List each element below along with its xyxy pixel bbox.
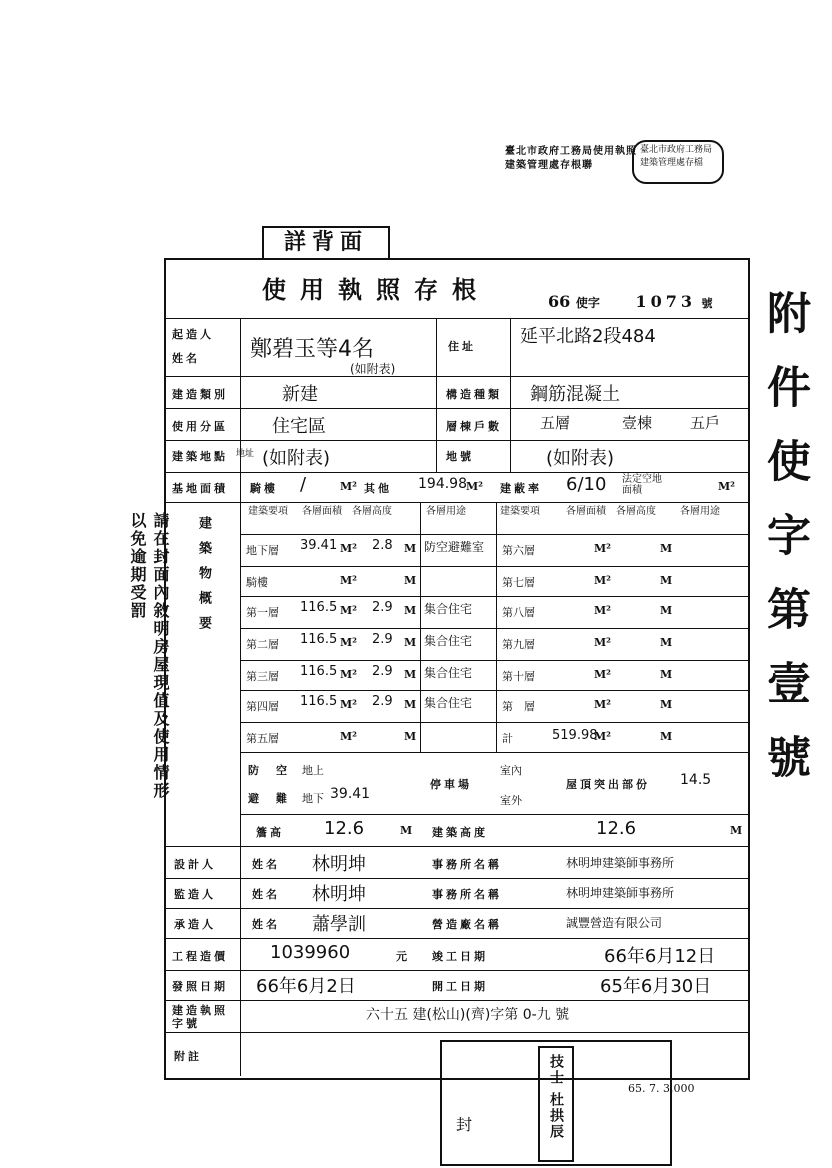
floor-area: 116.5	[300, 694, 338, 709]
supervisor-label: 監造人	[174, 888, 216, 901]
unit-m2: M²	[340, 636, 357, 649]
floor-area: 116.5	[300, 664, 338, 679]
owner-label: 起造人	[172, 328, 214, 341]
unit-m: M	[660, 636, 673, 649]
lot-value: (如附表)	[546, 448, 615, 469]
owner-note: (如附表)	[350, 362, 396, 376]
designer-name-label: 姓名	[252, 858, 280, 871]
unit-m: M	[660, 604, 673, 617]
floor-height: 2.8	[372, 538, 393, 553]
issue-date: 66年6月2日	[256, 976, 356, 997]
supervisor-office: 林明坤建築師事務所	[566, 886, 675, 900]
coverage-label: 建蔽率	[500, 482, 542, 495]
designer-office-label: 事務所名稱	[432, 858, 502, 871]
floor-name-right: 第六層	[502, 544, 535, 557]
stamp-name: 杜拱辰	[548, 1092, 564, 1140]
building-header-left: 各層高度	[352, 506, 392, 517]
contractor-name: 蕭學訓	[312, 914, 366, 935]
stamp-seal: 封	[456, 1115, 473, 1134]
open-space-label: 法定空地面積	[622, 474, 662, 496]
unit-m: M	[660, 730, 673, 743]
floor-name-right: 第九層	[502, 638, 535, 651]
building-header-right: 建築要項	[500, 506, 540, 517]
floor-height: 2.9	[372, 694, 393, 709]
floors-value: 五層	[540, 414, 571, 432]
unit: M²	[340, 480, 357, 493]
unit-m2: M²	[594, 604, 611, 617]
build-permit-value: 六十五 建(松山)(齊)字第 0-九 號	[366, 1007, 570, 1023]
floor-use: 集合住宅	[424, 634, 473, 648]
designer-name: 林明坤	[312, 854, 366, 875]
unit-m2: M²	[594, 542, 611, 555]
floor-area: 116.5	[300, 632, 338, 647]
roof-label: 屋頂突出部份	[566, 778, 650, 791]
buildings-value: 壹棟	[622, 414, 653, 432]
unit-m: M	[400, 824, 413, 837]
build-type-value: 新建	[282, 384, 318, 405]
floor-name-right: 第七層	[502, 576, 535, 589]
floor-height: 2.9	[372, 664, 393, 679]
parking-indoor: 室內	[500, 764, 522, 777]
floor-height: 2.9	[372, 632, 393, 647]
approval-stamp	[440, 1040, 672, 1166]
arcade-label: 騎樓	[250, 482, 278, 495]
floor-name-left: 第五層	[246, 732, 279, 745]
owner-name-label: 姓名	[172, 352, 200, 365]
building-header-right: 各層用途	[680, 506, 720, 517]
shelter-label-a: 防 空	[248, 764, 290, 777]
contractor-firm-label: 營造廠名稱	[432, 918, 502, 931]
designer-office: 林明坤建築師事務所	[566, 856, 675, 870]
coverage-value: 6/10	[566, 474, 607, 495]
building-header-right: 各層高度	[616, 506, 656, 517]
floor-name-right: 第 層	[502, 700, 535, 713]
building-overview-label: 建築物概要	[196, 516, 211, 641]
contractor-firm: 誠豐營造有限公司	[566, 916, 663, 930]
left-notice: 請在封面內敘明房屋現值及使用情形以免逾期受罰	[128, 512, 170, 800]
permit-suffix: 號	[701, 297, 713, 310]
shelter-above: 地上	[302, 764, 324, 777]
permit-num: 1073	[635, 292, 696, 311]
building-height-label: 建築高度	[432, 826, 488, 839]
floor-name-right: 第十層	[502, 670, 535, 683]
stamp-name-box	[538, 1046, 574, 1162]
cost-value: 1039960	[270, 942, 351, 963]
site-value: (如附表)	[262, 448, 331, 469]
owner-value: 鄭碧玉等4名	[250, 337, 374, 362]
site-area-label: 基地面積	[172, 482, 228, 495]
shelter-below: 地下	[302, 792, 324, 805]
permit-char: 使字	[575, 296, 600, 310]
issue-label: 發照日期	[172, 980, 228, 993]
floors-label: 層棟戶數	[446, 420, 502, 433]
other-label: 其他	[364, 482, 392, 495]
floor-name-left: 騎樓	[246, 576, 268, 589]
unit-m: M	[660, 542, 673, 555]
unit-m2: M²	[340, 668, 357, 681]
unit: M²	[718, 480, 735, 493]
contractor-name-label: 姓名	[252, 918, 280, 931]
unit-m2: M²	[340, 698, 357, 711]
start-date: 65年6月30日	[600, 976, 712, 997]
cost-label: 工程造價	[172, 950, 228, 963]
see-reverse-tag: 詳背面	[262, 226, 390, 260]
floor-area: 116.5	[300, 600, 338, 615]
unit-m2: M²	[594, 636, 611, 649]
structure-value: 鋼筋混凝土	[530, 384, 620, 405]
completion-label: 竣工日期	[432, 950, 488, 963]
unit-m2: M²	[340, 542, 357, 555]
floor-name-right: 計	[502, 732, 513, 745]
shelter-label-b: 避 難	[248, 792, 290, 805]
roof-value: 14.5	[680, 772, 712, 788]
lot-label: 地號	[446, 450, 474, 463]
unit-m2: M²	[594, 730, 611, 743]
floor-name-left: 第一層	[246, 606, 279, 619]
unit-m: M	[404, 574, 417, 587]
completion-date: 66年6月12日	[604, 946, 716, 967]
unit-m: M	[404, 542, 417, 555]
unit-m2: M²	[340, 730, 357, 743]
floor-use: 防空避難室	[424, 540, 485, 554]
unit-m: M	[730, 824, 743, 837]
parking-label: 停車場	[430, 778, 472, 791]
start-label: 開工日期	[432, 980, 488, 993]
arcade-value: /	[300, 474, 307, 495]
unit-m: M	[404, 730, 417, 743]
floor-name-left: 第三層	[246, 670, 279, 683]
permit-year: 66	[548, 292, 571, 311]
floor-height: 2.9	[372, 600, 393, 615]
header-stamp-right	[632, 140, 724, 184]
unit-m: M	[404, 698, 417, 711]
header-stamp-left	[505, 145, 637, 173]
stamp-line: 臺北市政府工務局	[640, 145, 713, 155]
address-label: 住址	[448, 340, 476, 353]
permit-number	[548, 292, 713, 311]
right-margin-text: 附件使字第壹號	[759, 290, 810, 808]
unit-m2: M²	[340, 574, 357, 587]
contractor-label: 承造人	[174, 918, 216, 931]
eaves-value: 12.6	[324, 818, 365, 839]
zone-label: 使用分區	[172, 420, 228, 433]
site-sub-label: 地址	[236, 449, 255, 459]
units-value: 五戶	[690, 414, 721, 432]
print-info: 65. 7. 3,000	[628, 1082, 695, 1095]
build-permit-label: 建造執照字號	[172, 1004, 228, 1030]
unit-m2: M²	[340, 604, 357, 617]
unit-m: M	[660, 668, 673, 681]
floor-use: 集合住宅	[424, 696, 473, 710]
total-area-value: 519.98	[552, 728, 598, 743]
parking-outdoor: 室外	[500, 794, 522, 807]
stamp-line: 建築管理處存檔	[640, 158, 704, 168]
building-header-left: 各層用途	[426, 506, 466, 517]
floor-name-right: 第八層	[502, 606, 535, 619]
unit-m: M	[404, 604, 417, 617]
building-header-right: 各層面積	[566, 506, 606, 517]
floor-name-left: 第四層	[246, 700, 279, 713]
supervisor-office-label: 事務所名稱	[432, 888, 502, 901]
other-value: 194.98	[418, 476, 467, 492]
floor-use: 集合住宅	[424, 602, 473, 616]
building-height-value: 12.6	[596, 818, 637, 839]
floor-area: 39.41	[300, 538, 338, 553]
stamp-line: 建築管理處存根聯	[505, 160, 593, 171]
site-label: 建築地點	[172, 450, 228, 463]
shelter-below-value: 39.41	[330, 786, 371, 802]
unit-m2: M²	[594, 668, 611, 681]
stamp-line: 臺北市政府工務局使用執照	[505, 146, 637, 157]
remark-label: 附註	[174, 1050, 202, 1063]
address-value: 延平北路2段484	[520, 326, 656, 347]
eaves-label: 簷高	[256, 826, 284, 839]
build-type-label: 建造類別	[172, 388, 228, 401]
stamp-title: 技士	[548, 1054, 564, 1086]
floor-name-left: 第二層	[246, 638, 279, 651]
building-header-left: 各層面積	[302, 506, 342, 517]
supervisor-name-label: 姓名	[252, 888, 280, 901]
form-title: 使用執照存根	[262, 275, 490, 304]
building-header-left: 建築要項	[248, 506, 288, 517]
cost-unit: 元	[396, 950, 410, 963]
unit-m2: M²	[594, 574, 611, 587]
structure-label: 構造種類	[446, 388, 502, 401]
floor-use: 集合住宅	[424, 666, 473, 680]
unit-m: M	[660, 574, 673, 587]
unit-m: M	[660, 698, 673, 711]
floor-name-left: 地下層	[246, 544, 279, 557]
designer-label: 設計人	[174, 858, 216, 871]
zone-value: 住宅區	[272, 416, 326, 437]
unit-m2: M²	[594, 698, 611, 711]
unit: M²	[466, 480, 483, 493]
unit-m: M	[404, 668, 417, 681]
unit-m: M	[404, 636, 417, 649]
supervisor-name: 林明坤	[312, 884, 366, 905]
